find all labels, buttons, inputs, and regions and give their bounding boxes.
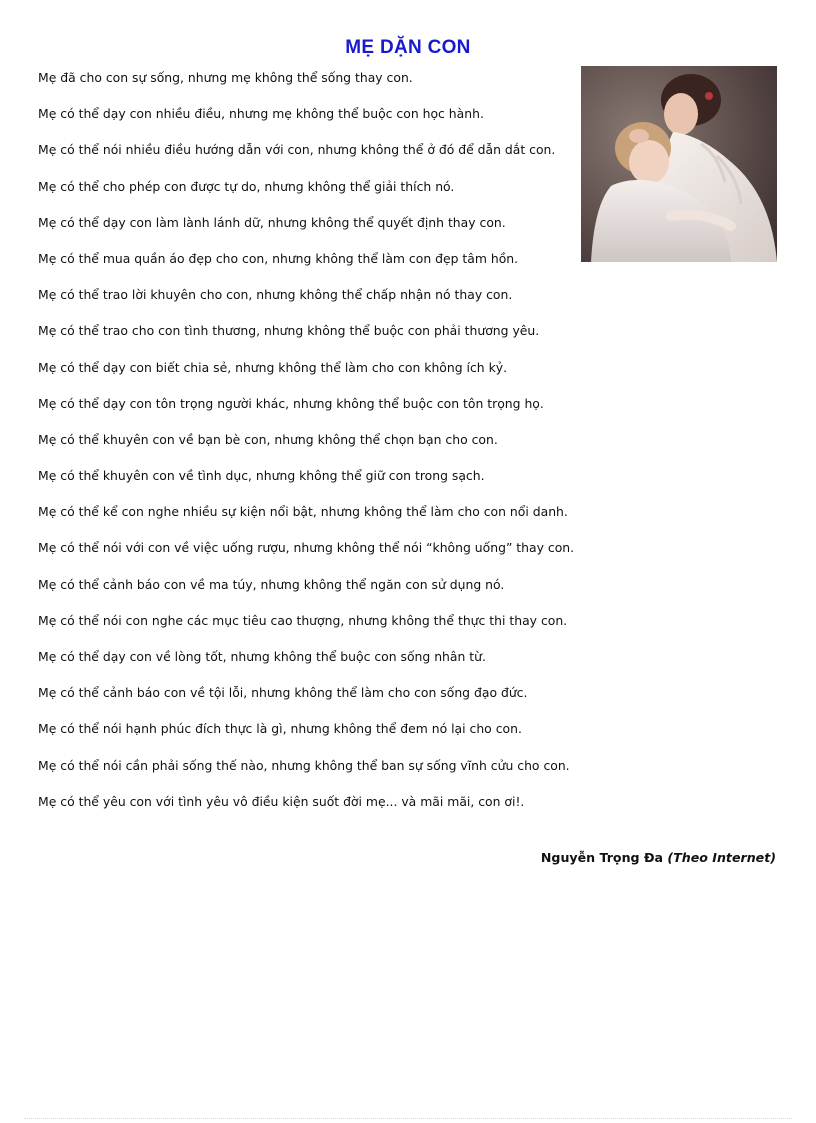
poem-line: Mẹ có thể kể con nghe nhiều sự kiện nổi bật, nhưng không thể làm cho con nổi danh. [38, 504, 568, 520]
poem-line: Mẹ có thể dạy con làm lành lánh dữ, nhưng không thể quyết định thay con. [38, 214, 506, 230]
poem-line: Mẹ có thể nói với con về việc uống rượu, nhưng không thể nói “không uống” thay con. [38, 540, 575, 556]
source-note: (Theo Internet) [667, 850, 776, 865]
poem-line: Mẹ có thể nói nhiều điều hướng dẫn với con, nhưng không thể ở đó để dẫn dắt con. [38, 142, 556, 158]
poem-line: Mẹ có thể nói con nghe các mục tiêu cao thượng, nhưng không thể thực thi thay con. [38, 612, 568, 628]
poem-line: Mẹ có thể dạy con tôn trọng người khác, nhưng không thể buộc con tôn trọng họ. [38, 395, 544, 411]
author-name: Nguyễn Trọng Đa [540, 850, 663, 865]
poem-line: Mẹ có thể khuyên con về tình dục, nhưng không thể giữ con trong sạch. [38, 468, 485, 484]
document-title: MẸ DẶN CON [345, 36, 471, 58]
poem-line: Mẹ có thể khuyên con về bạn bè con, nhưng không thể chọn bạn cho con. [38, 431, 498, 447]
poem-line: Mẹ có thể cảnh báo con về tội lỗi, nhưng không thể làm cho con sống đạo đức. [38, 685, 528, 701]
poem-line: Mẹ có thể dạy con biết chia sẻ, nhưng không thể làm cho con không ích kỷ. [38, 359, 508, 375]
poem-line: Mẹ đã cho con sự sống, nhưng mẹ không thể sống thay con. [38, 70, 413, 85]
poem-line: Mẹ có thể nói hạnh phúc đích thực là gì, nhưng không thể đem nó lại cho con. [38, 721, 522, 737]
poem-line: Mẹ có thể cho phép con được tự do, nhưng không thể giải thích nó. [38, 178, 455, 194]
poem-line: Mẹ có thể dạy con về lòng tốt, nhưng không thể buộc con sống nhân từ. [38, 649, 486, 664]
poem-lines [38, 70, 578, 830]
poem-line: Mẹ có thể dạy con nhiều điều, nhưng mẹ không thể buộc con học hành. [38, 106, 484, 122]
poem-line: Mẹ có thể nói cần phải sống thế nào, nhưng không thể ban sự sống vĩnh cửu cho con. [38, 757, 570, 773]
poem-line: Mẹ có thể cảnh báo con về ma túy, nhưng không thể ngăn con sử dụng nó. [38, 576, 505, 592]
poem-line: Mẹ có thể trao cho con tình thương, nhưng không thể buộc con phải thương yêu. [38, 323, 540, 339]
poem-line: Mẹ có thể trao lời khuyên cho con, nhưng không thể chấp nhận nó thay con. [38, 287, 513, 303]
page-bottom-rule [24, 1118, 792, 1119]
mother-child-painting [581, 66, 777, 262]
author-signature [541, 850, 776, 865]
poem-line: Mẹ có thể mua quần áo đẹp cho con, nhưng không thể làm con đẹp tâm hồn. [38, 250, 519, 266]
poem-line: Mẹ có thể yêu con với tình yêu vô điều kiện suốt đời mẹ... và mãi mãi, con ơi!. [38, 793, 525, 809]
